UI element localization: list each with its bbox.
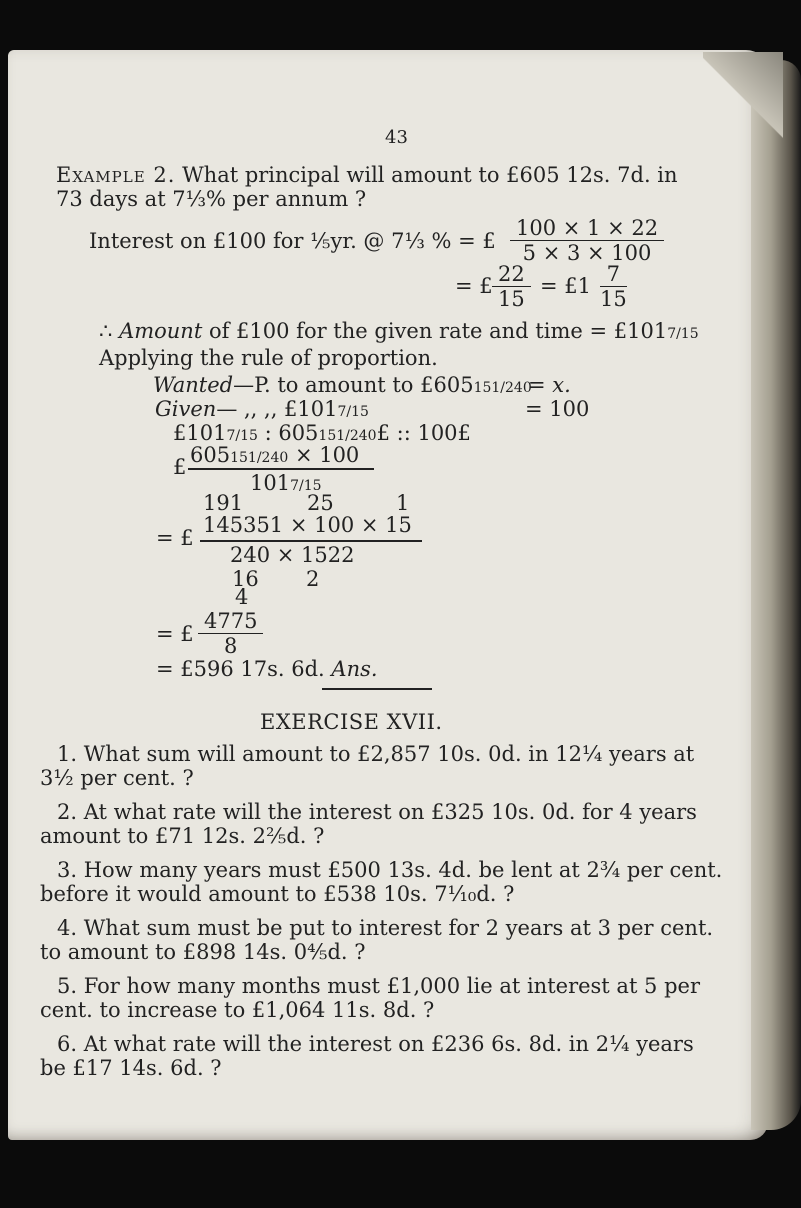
cancel-top-2: 25 <box>307 491 334 515</box>
given-label: Given <box>155 397 217 421</box>
cancel-top-3: 1 <box>396 491 410 515</box>
amount-frac: 7/15 <box>667 326 699 342</box>
eq2b-denominator: 15 <box>600 287 627 311</box>
q3-line2: before it would amount to £538 10s. 7¹⁄₁₀d. ? <box>40 882 515 906</box>
wanted-rest: —P. to amount to £605 <box>233 373 474 397</box>
q6-line2: be £17 14s. 6d. ? <box>40 1056 222 1080</box>
cancel-numerator: 145351 × 100 × 15 <box>203 513 412 537</box>
question-line-2: 73 days at 7⅓% per annum ? <box>56 187 367 211</box>
section-divider <box>322 688 432 690</box>
calc1-num-frac: 151/240 <box>230 450 289 466</box>
interest-numerator: 100 × 1 × 22 <box>510 216 664 241</box>
cancel-bottom-2: 2 <box>306 567 320 591</box>
page-number: 43 <box>385 127 408 148</box>
calc1-den: 101 <box>250 471 291 495</box>
eq2-whole: = £1 <box>540 274 591 298</box>
q2-line1: 2. At what rate will the interest on £325 10s. 0d. for 4 years <box>57 800 697 824</box>
proportion-frac1: 7/15 <box>226 428 258 444</box>
eq2b-numerator: 7 <box>600 262 627 287</box>
therefore-sign: ∴ <box>99 319 113 343</box>
wanted-label: Wanted <box>153 373 234 397</box>
calc1-rule <box>188 468 374 470</box>
calc3-den: 8 <box>224 634 238 658</box>
q5-line1: 5. For how many months must £1,000 lie at interest at 5 per <box>57 974 701 998</box>
calc1-den-frac: 7/15 <box>290 478 322 494</box>
proportion-frac2: 151/240 <box>318 428 377 444</box>
exercise-title: EXERCISE XVII. <box>260 710 443 734</box>
amount-label: Amount <box>119 319 203 343</box>
cancel-bottom-3: 4 <box>235 585 249 609</box>
cancel-denominator: 240 × 1522 <box>230 543 355 567</box>
eq2-denominator: 15 <box>498 287 525 311</box>
given-eq: = 100 <box>525 397 590 421</box>
eq2-numerator: 22 <box>492 262 531 287</box>
q4-line2: to amount to £898 14s. 0⅘d. ? <box>40 940 366 964</box>
question-line-1: What principal will amount to £605 12s. 7d. in <box>182 163 678 187</box>
calc1-num-rest: × 100 <box>288 443 360 467</box>
page-edge <box>751 60 801 1130</box>
cancel-top-1: 191 <box>203 491 244 515</box>
amount-rest: of £100 for the given rate and time = £101 <box>208 319 668 343</box>
page-fold <box>703 52 783 142</box>
proportion-mid: : 605 <box>257 421 319 445</box>
q2-line2: amount to £71 12s. 2⅖d. ? <box>40 824 325 848</box>
answer: = £596 17s. 6d. <box>156 657 325 681</box>
proportion-start: £101 <box>173 421 227 445</box>
q4-line1: 4. What sum must be put to interest for 2 years at 3 per cent. <box>57 916 714 940</box>
calc3-num: 4775 <box>198 609 263 634</box>
q6-line1: 6. At what rate will the interest on £236 6s. 8d. in 2¼ years <box>57 1032 694 1056</box>
calc1-num: 605 <box>190 443 231 467</box>
q3-line1: 3. How many years must £500 13s. 4d. be lent at 2¾ per cent. <box>57 858 723 882</box>
given-rest: — ,, ,, £101 <box>216 397 338 421</box>
interest-label: Interest on £100 for ⅕yr. @ 7⅓ % = £ <box>89 229 496 253</box>
q1-line2: 3½ per cent. ? <box>40 766 194 790</box>
cancel-bottom-1: 16 <box>232 567 259 591</box>
q1-line1: 1. What sum will amount to £2,857 10s. 0d. in 12¼ years at <box>57 742 695 766</box>
given-frac: 7/15 <box>337 404 369 420</box>
applying-line: Applying the rule of proportion. <box>99 346 438 370</box>
q5-line2: cent. to increase to £1,064 11s. 8d. ? <box>40 998 435 1022</box>
wanted-eq: = x. <box>528 373 571 397</box>
answer-tag: Ans. <box>331 657 378 681</box>
example-heading: Example 2. <box>56 163 176 187</box>
proportion-end: £ :: 100£ <box>376 421 471 445</box>
interest-denominator: 5 × 3 × 100 <box>522 241 652 265</box>
wanted-frac: 151/240 <box>473 380 532 396</box>
cancel-rule <box>200 540 422 542</box>
